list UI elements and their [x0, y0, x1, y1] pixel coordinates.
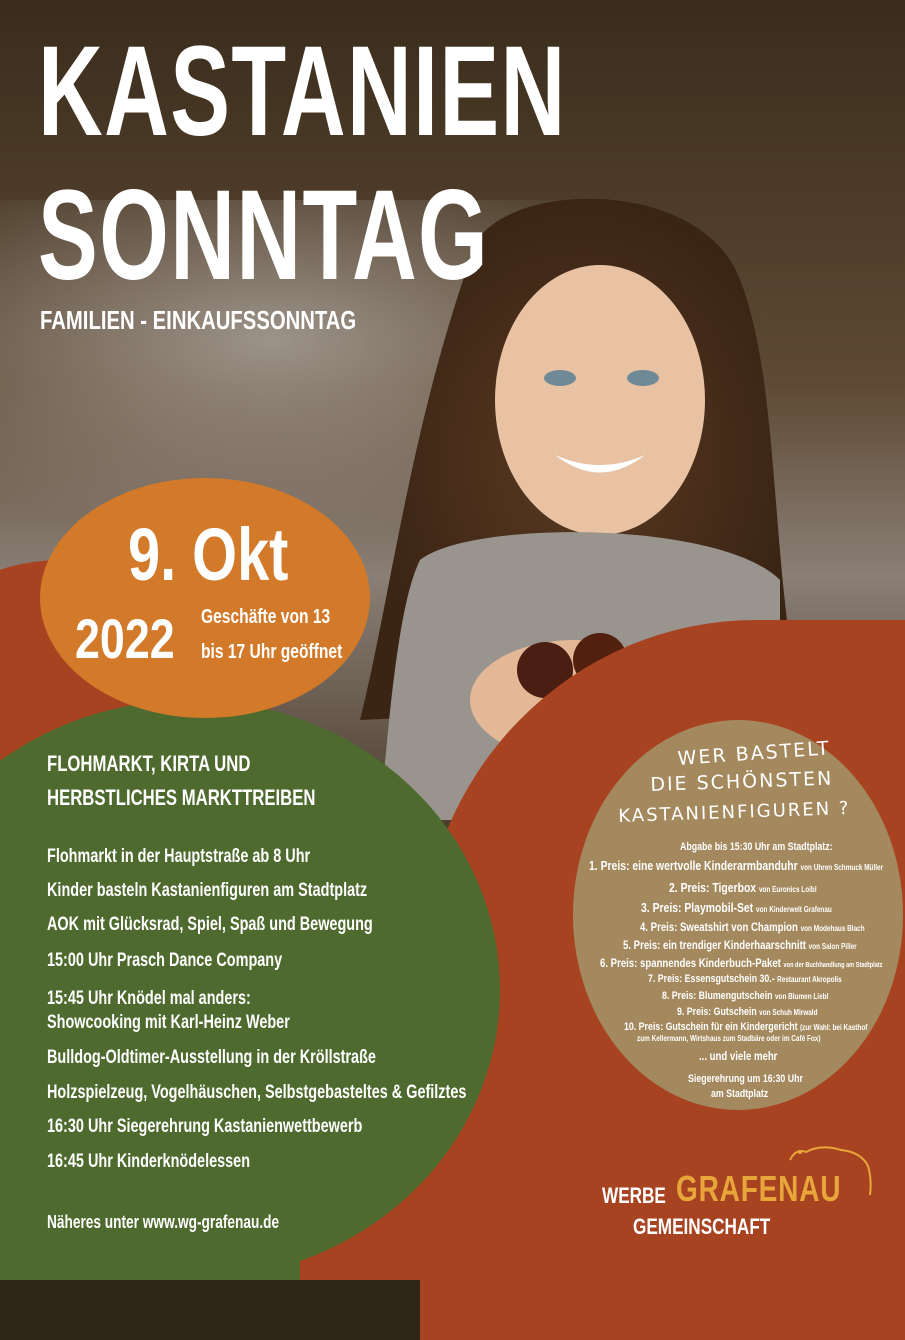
subtitle: FAMILIEN - EINKAUFSSONNTAG — [40, 305, 357, 335]
program-item: Kinder basteln Kastanienfiguren am Stadtplatz — [47, 880, 368, 901]
prize-sponsor: von Blumen Liebl — [774, 992, 829, 1001]
contest-heading-line-2: DIE SCHÖNSTEN — [650, 767, 834, 796]
date-day: 9. Okt — [128, 513, 289, 596]
program-item: Holzspielzeug, Vogelhäuschen, Selbstgebasteltes & Gefilztes — [47, 1082, 467, 1103]
logo-werbe: WERBE — [602, 1183, 666, 1208]
prize-label: 7. Preis: Essensgutschein 30.- — [648, 973, 775, 985]
prize-7 — [648, 973, 842, 985]
program-item: 15:00 Uhr Prasch Dance Company — [47, 950, 283, 971]
contest-intro: Abgabe bis 15:30 Uhr am Stadtplatz: — [680, 841, 833, 853]
date-year: 2022 — [75, 607, 175, 670]
prize-sponsor: von Uhren Schmuck Müller — [800, 863, 884, 872]
prize-10 — [624, 1021, 867, 1033]
prize-10-sponsor-detail: zum Kellermann, Wirtshaus zum Stadbäre oder im Café Fox) — [637, 1034, 821, 1043]
prize-label: 8. Preis: Blumengutschein — [662, 990, 773, 1002]
prize-label: 4. Preis: Sweatshirt von Champion — [640, 920, 798, 934]
prize-6 — [600, 956, 882, 970]
bear-logo-icon — [786, 1140, 876, 1200]
prize-label: 5. Preis: ein trendiger Kinderhaarschnitt — [623, 938, 806, 952]
contest-heading-line-3: KASTANIENFIGUREN ? — [618, 797, 851, 827]
prize-label: 1. Preis: eine wertvolle Kinderarmbanduhr — [589, 858, 798, 873]
prize-5 — [623, 938, 857, 952]
program-heading-line-2: HERBSTLICHES MARKTTREIBEN — [47, 785, 316, 810]
prize-sponsor: von Schuh Mirwald — [759, 1008, 818, 1017]
program-item: AOK mit Glücksrad, Spiel, Spaß und Bewegung — [47, 914, 373, 935]
prize-label: 2. Preis: Tigerbox — [669, 880, 757, 895]
contest-more: ... und viele mehr — [699, 1049, 778, 1063]
prize-3 — [641, 900, 832, 915]
opening-hours-line-1: Geschäfte von 13 — [201, 606, 331, 628]
prize-label: 3. Preis: Playmobil-Set — [641, 900, 754, 915]
program-item: Bulldog-Oldtimer-Ausstellung in der Kröllstraße — [47, 1047, 376, 1068]
prize-9 — [677, 1006, 818, 1018]
logo-gemeinschaft: GEMEINSCHAFT — [633, 1214, 771, 1239]
prize-sponsor: von Euronics Loibl — [758, 885, 817, 894]
prize-sponsor: Restaurant Akropolis — [777, 975, 842, 984]
logo-grafenau: GRAFENAU — [676, 1168, 842, 1209]
prize-1 — [589, 858, 883, 873]
contest-heading-line-1: WER BASTELT — [677, 737, 832, 770]
prize-sponsor: von Salon Piller — [808, 942, 857, 951]
more-info-link[interactable]: Näheres unter www.wg-grafenau.de — [47, 1212, 280, 1232]
program-item: Showcooking mit Karl-Heinz Weber — [47, 1012, 290, 1033]
prize-label: 10. Preis: Gutschein für ein Kindergericht — [624, 1021, 798, 1033]
title-line-1: KASTANIEN — [38, 20, 567, 163]
ceremony-line-2: am Stadtplatz — [711, 1088, 769, 1100]
prize-sponsor: von Modehaus Blach — [800, 924, 865, 933]
prize-sponsor: von der Buchhandlung am Stadtplatz — [783, 962, 883, 969]
prize-label: 9. Preis: Gutschein — [677, 1006, 757, 1018]
prize-8 — [662, 990, 828, 1002]
prize-sponsor: (zur Wahl: bei Kasthof — [800, 1023, 868, 1032]
prize-label: 6. Preis: spannendes Kinderbuch-Paket — [600, 956, 781, 970]
prize-2 — [669, 880, 817, 895]
program-item: Flohmarkt in der Hauptstraße ab 8 Uhr — [47, 846, 311, 867]
program-item: 16:30 Uhr Siegerehrung Kastanienwettbewerb — [47, 1116, 363, 1137]
opening-hours-line-2: bis 17 Uhr geöffnet — [201, 641, 343, 663]
prize-4 — [640, 920, 865, 934]
program-item: 16:45 Uhr Kinderknödelessen — [47, 1151, 251, 1172]
ceremony-line-1: Siegerehrung um 16:30 Uhr — [688, 1073, 803, 1085]
title-line-2: SONNTAG — [38, 164, 490, 307]
program-heading-line-1: FLOHMARKT, KIRTA UND — [47, 751, 251, 776]
program-item: 15:45 Uhr Knödel mal anders: — [47, 988, 251, 1009]
prize-sponsor: von Kinderwelt Grafenau — [756, 905, 832, 914]
